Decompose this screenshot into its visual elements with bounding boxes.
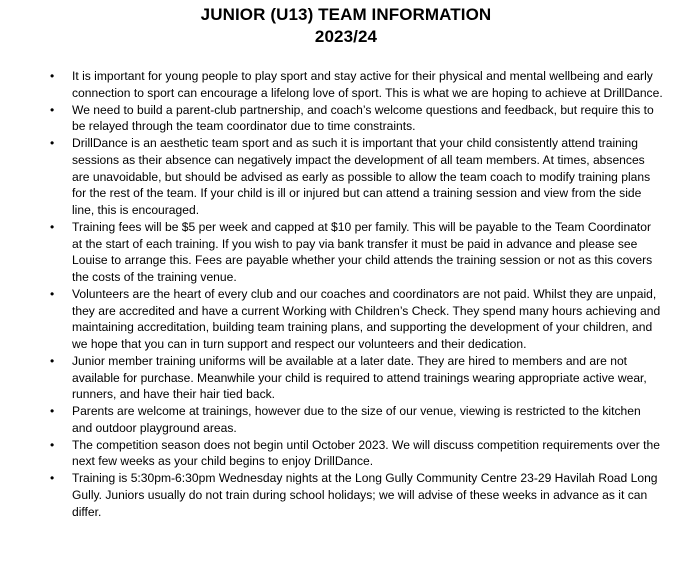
list-item	[48, 353, 664, 403]
list-item-text: Junior member training uniforms will be available at a later date. They are hired to members and are not available for purchase. Meanwhile your child is required to attend trainings wearing appropriate active wear, runners, and have their hair tied back.	[72, 353, 647, 402]
list-item	[48, 102, 664, 136]
list-item	[48, 68, 664, 102]
bullet-icon: •	[50, 136, 55, 150]
info-bullet-list	[48, 68, 664, 520]
list-item	[48, 403, 664, 437]
list-item-text: We need to build a parent-club partnership, and coach’s welcome questions and feedback, but require this to be relayed through the team coordinator due to time constraints.	[72, 102, 654, 134]
bullet-icon: •	[50, 69, 55, 83]
list-item-text: Parents are welcome at trainings, however due to the size of our venue, viewing is restricted to the kitchen and outdoor playground areas.	[72, 404, 641, 435]
bullet-icon: •	[50, 437, 55, 452]
bullet-icon: •	[50, 219, 55, 234]
page-subtitle-year: 2023/24	[314, 27, 378, 46]
bullet-icon: •	[50, 102, 55, 117]
list-item	[48, 470, 664, 520]
list-item-text: The competition season does not begin until October 2023. We will discuss competition requirements over the next few weeks as your child begins to enjoy DrillDance.	[72, 437, 660, 469]
list-item-text: Volunteers are the heart of every club and our coaches and coordinators are not paid. Whilst they are unpaid, they are accredited and have a current Working with Children’s Check. They spend many hours achieving and maintaining accreditation, building team training plans, and supporting the development of your children, and we hope that you can in turn support and respect our volunteers and their dedication.	[72, 286, 661, 351]
list-item	[48, 135, 664, 219]
list-item-text: DrillDance is an aesthetic team sport and as such it is important that your child consistently attend training sessions as their absence can negatively impact the development of all team members. At times, absences are unavoidable, but should be advised as early as possible to allow the team coach to modify training plans for the rest of the team. If your child is ill or injured but can attend a training session and view from the side line, this is encouraged.	[72, 136, 651, 217]
list-item	[48, 286, 664, 353]
list-item	[48, 437, 664, 471]
list-item	[48, 219, 664, 286]
list-item-text: Training is 5:30pm-6:30pm Wednesday nights at the Long Gully Community Centre 23-29 Havilah Road Long Gully. Juniors usually do not train during school holidays; we will advise of these weeks in advance as it can differ.	[72, 471, 658, 519]
bullet-icon: •	[50, 353, 55, 368]
page-title: JUNIOR (U13) TEAM INFORMATION	[200, 5, 492, 24]
bullet-icon: •	[50, 404, 55, 418]
bullet-icon: •	[50, 471, 55, 485]
list-item-text: It is important for young people to play sport and stay active for their physical and mental wellbeing and early connection to sport can encourage a lifelong love of sport. This is what we are hoping to achieve at DrillDance.	[72, 69, 663, 100]
list-item-text: Training fees will be $5 per week and capped at $10 per family. This will be payable to the Team Coordinator at the start of each training. If you wish to pay via bank transfer it must be paid in advance and please see Louise to arrange this. Fees are payable whether your child attends the training session or not as this covers the costs of the training venue.	[72, 219, 653, 284]
title-block	[0, 4, 692, 48]
bullet-icon: •	[50, 286, 55, 301]
